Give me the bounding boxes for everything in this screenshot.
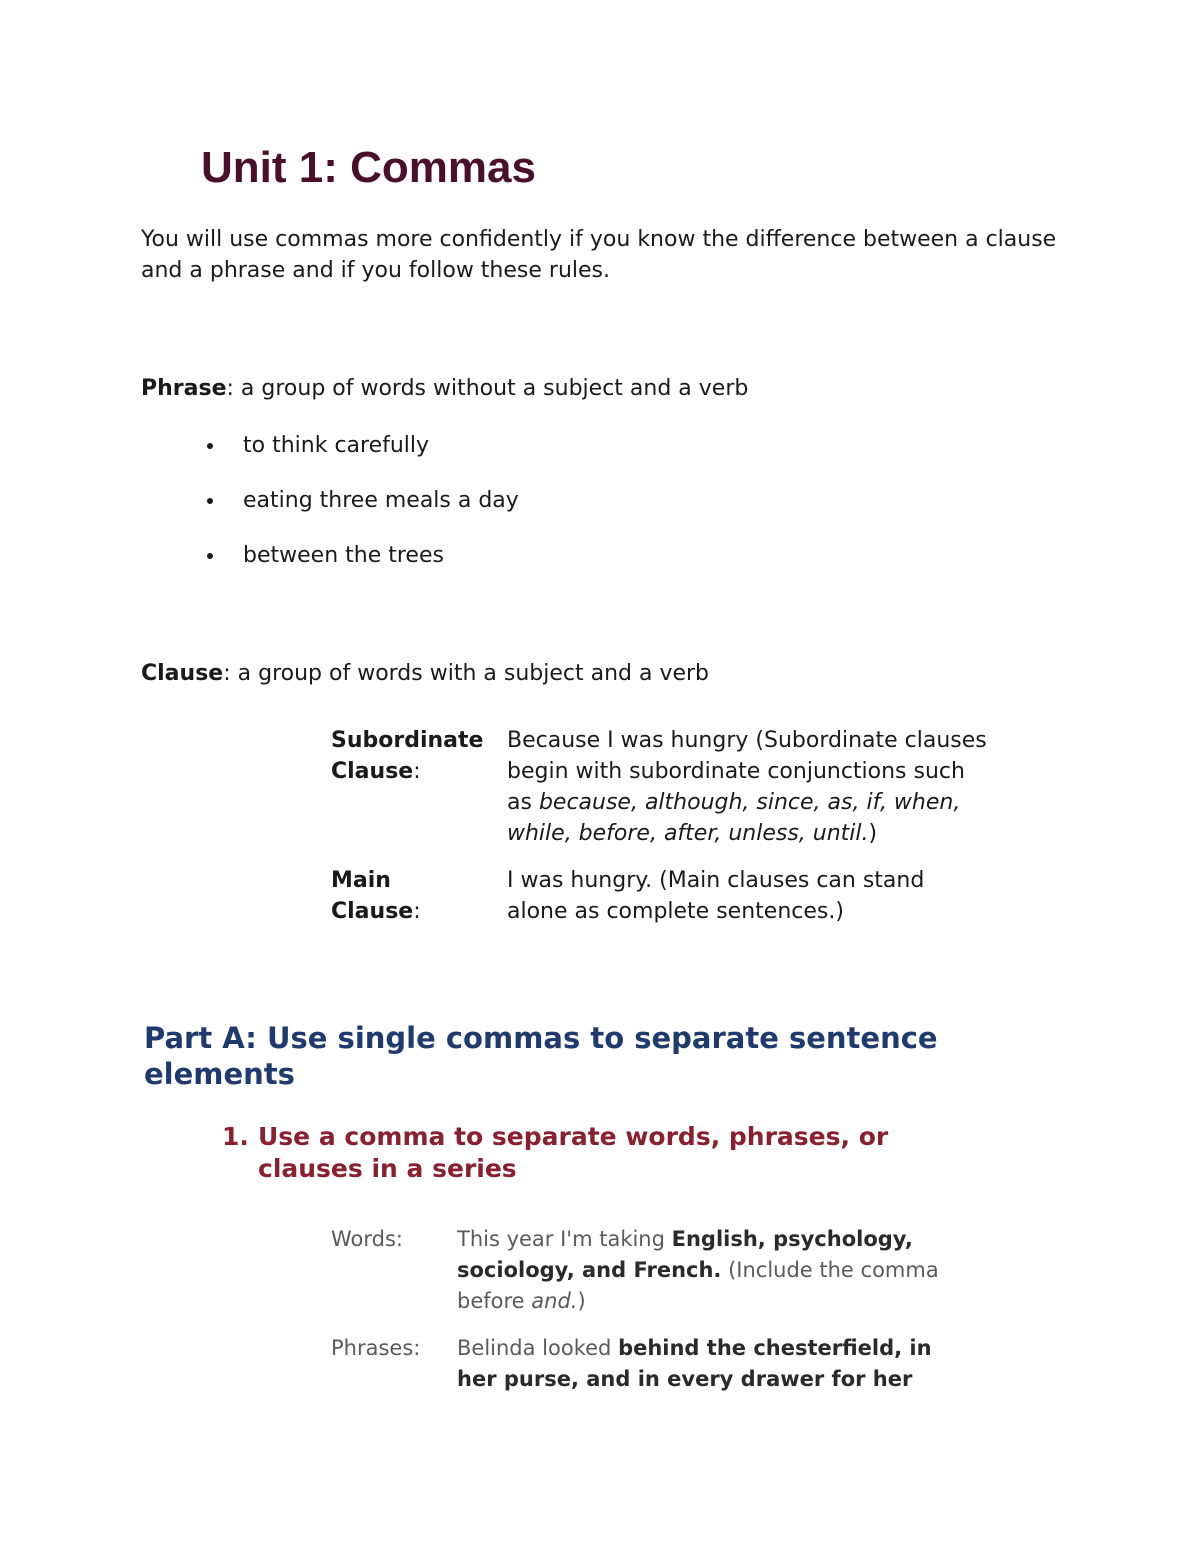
clause-type-label-line2: Clause: [331, 899, 414, 924]
intro-paragraph: You will use commas more confidently if you know the difference between a clause and a phrase and if you follow these rules.: [141, 227, 1057, 283]
example-label: Phrases:: [331, 1336, 421, 1360]
bullet-icon: [207, 498, 213, 504]
example-italic: and.: [531, 1289, 578, 1313]
clause-type-label-colon: :: [413, 899, 421, 924]
clause-definition: [141, 658, 709, 689]
rule-text: Use a comma to separate words, phrases, or clauses in a series: [258, 1122, 889, 1183]
clause-note-text: (Main clauses can stand alone as complete sentences.): [507, 868, 925, 924]
table-row: [331, 1224, 977, 1317]
page-title: Unit 1: Commas: [201, 143, 536, 192]
phrase-example: between the trees: [243, 543, 444, 568]
example-text-start: Belinda looked: [457, 1336, 619, 1360]
clause-type-label-colon: :: [413, 759, 421, 784]
example-text-mid: (Include the comma before: [457, 1258, 939, 1313]
example-text-end: ): [577, 1289, 586, 1313]
clause-type-label-line2: Clause: [331, 759, 414, 784]
bullet-icon: [207, 553, 213, 559]
clause-colon: :: [223, 661, 231, 686]
clause-type-label-line1: Subordinate: [331, 728, 484, 753]
example-text: [457, 1224, 977, 1317]
clause-definition-text: a group of words with a subject and a verb: [230, 661, 710, 686]
phrase-colon: :: [226, 376, 234, 401]
phrase-example: eating three meals a day: [243, 488, 519, 513]
clause-type-example: [507, 725, 987, 849]
phrase-examples-list: [205, 430, 519, 595]
table-row: [331, 1333, 977, 1395]
phrase-example: to think carefully: [243, 433, 430, 458]
table-row: [331, 865, 987, 927]
bullet-icon: [207, 443, 213, 449]
list-item: [205, 540, 519, 595]
rule-examples-table: [331, 1224, 977, 1411]
clause-types-table: [331, 725, 987, 943]
clause-type-example: [507, 865, 987, 927]
phrase-term: Phrase: [141, 376, 227, 401]
rule-heading: [222, 1121, 982, 1185]
section-heading: Part A: Use single commas to separate sentence elements: [144, 1021, 938, 1091]
clause-type-label: [331, 725, 507, 849]
example-text: [457, 1333, 977, 1395]
clause-note-italic: because, although, since, as, if, when, while, before, after, unless, until.: [507, 790, 961, 846]
example-bold: behind the chesterfield, in her purse, and in every drawer for her: [457, 1336, 932, 1391]
phrase-definition-text: a group of words without a subject and a verb: [233, 376, 749, 401]
list-item: [205, 430, 519, 485]
clause-note-end: ): [868, 821, 878, 846]
clause-example-text: I was hungry.: [507, 868, 653, 893]
table-row: [331, 725, 987, 849]
phrase-definition: [141, 373, 748, 404]
list-item: [205, 485, 519, 540]
clause-note-text: (Subordinate clauses begin with subordinate conjunctions such as: [507, 728, 987, 815]
example-text-start: This year I'm taking: [457, 1227, 672, 1251]
clause-term: Clause: [141, 661, 224, 686]
clause-type-label: [331, 865, 507, 927]
clause-type-label-line1: Main: [331, 868, 391, 893]
rule-number: 1.: [222, 1122, 249, 1151]
example-label: Words:: [331, 1227, 403, 1251]
example-bold: English, psychology, sociology, and French.: [457, 1227, 913, 1282]
clause-example-text: Because I was hungry: [507, 728, 749, 753]
